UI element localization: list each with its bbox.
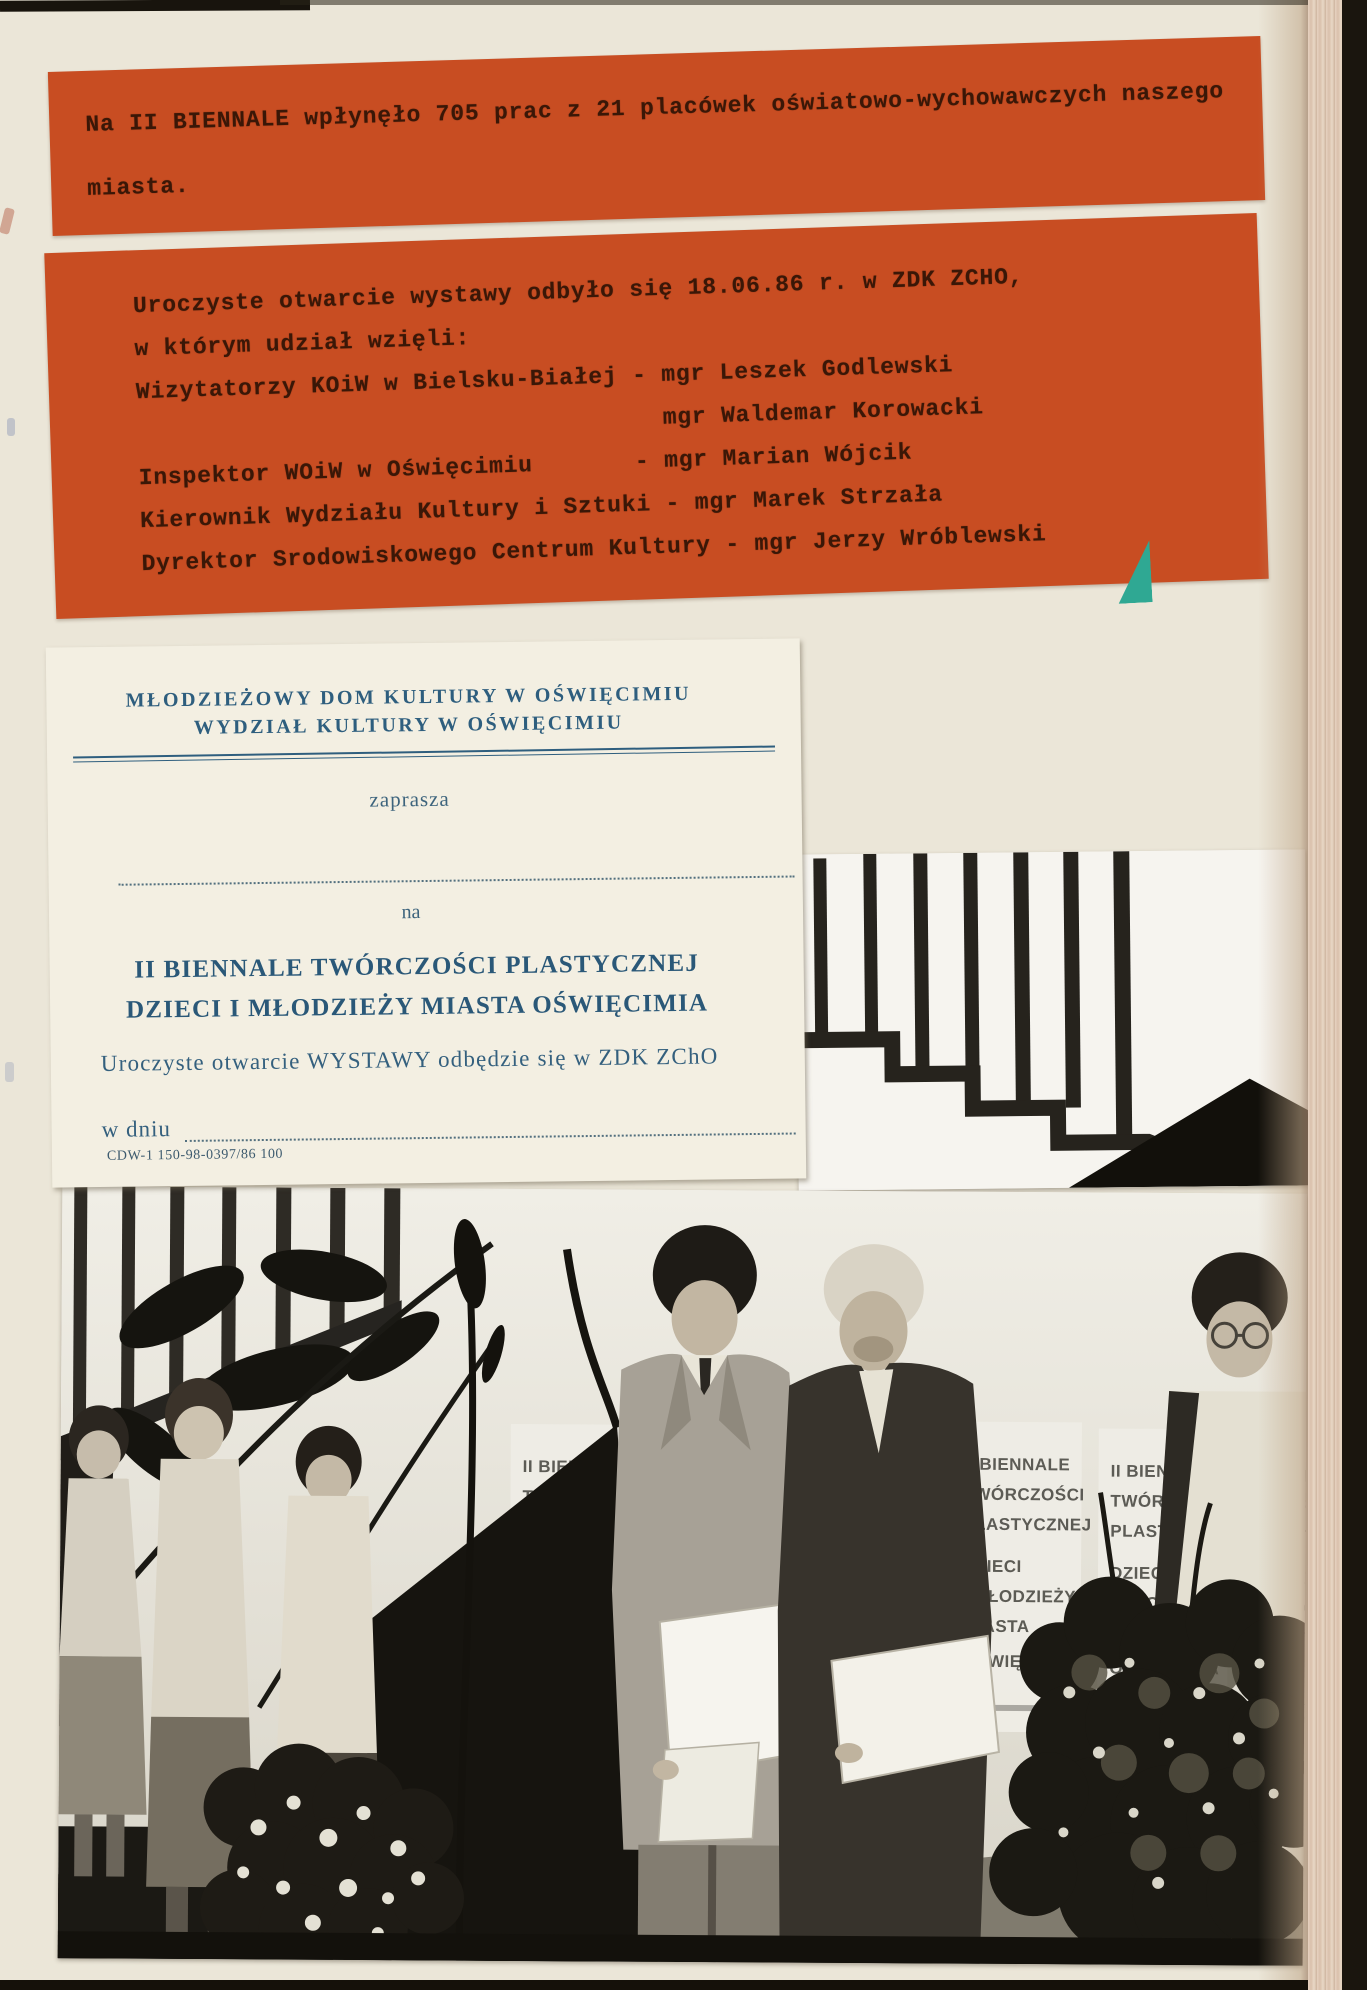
card-invites-text: zaprasza (369, 786, 450, 812)
ceremony-illustration (58, 1186, 1308, 1966)
page-edge-top-thin (280, 0, 1367, 5)
book-cover-edge (1342, 0, 1367, 1990)
page-edge-bottom (0, 1980, 1367, 1990)
card-dotted-separator (119, 874, 795, 885)
card-organizer-line2: WYDZIAŁ KULTURY W OŚWIĘCIMIU (193, 711, 624, 739)
card-event-title-line2: DZIECI I MŁODZIEŻY MIASTA OŚWIĘCIMIA (125, 989, 709, 1024)
typed-line: Wizytatorzy KOiW w Bielsku-Białej - mgr Leszek Godlewski (135, 352, 954, 406)
book-page-stack-edge (1308, 0, 1342, 1990)
card-double-rule (73, 745, 775, 762)
typed-line: Uroczyste otwarcie wystawy odbyło się 18.06.86 r. w ZDK ZCHO, (132, 263, 1024, 320)
card-organizer-line1: MŁODZIEŻOWY DOM KULTURY W OŚWIĘCIMIU (125, 682, 692, 712)
margin-ink-mark (0, 207, 15, 235)
card-event-title (69, 943, 764, 1031)
typed-line: Dyrektor Srodowiskowego Centrum Kultury - mgr Jerzy Wróblewski (141, 521, 1047, 578)
photo-staircase (795, 849, 1308, 1190)
card-print-code: CDW-1 150-98-0397/86 100 (106, 1146, 284, 1164)
typed-line: Inspektor WOiW w Oświęcimiu - mgr Marian Wójcik (138, 439, 913, 492)
typed-line: w którym udział wzięli: (134, 325, 471, 363)
typed-note-entries (48, 36, 1265, 236)
margin-ink-mark (7, 418, 15, 436)
card-date-dotted-line (185, 1115, 796, 1142)
photo-opening-ceremony (58, 1186, 1308, 1966)
typed-line: miasta. (86, 172, 190, 202)
margin-ink-mark (5, 1062, 14, 1082)
page-edge-top (0, 0, 310, 12)
page-edge-right-shade (1258, 0, 1308, 1990)
card-date-row (101, 1109, 795, 1143)
card-date-label: w dniu (101, 1116, 172, 1142)
invitation-card (46, 638, 807, 1187)
typed-line: Kierownik Wydziału Kultury i Sztuki - mgr Marek Strzała (139, 481, 944, 535)
card-opening-line: Uroczyste otwarcie WYSTAWY odbędzie się w ZDK ZChO (100, 1043, 719, 1076)
typed-line: mgr Waldemar Korowacki (136, 394, 985, 449)
typed-note-opening-guests (44, 213, 1268, 619)
card-na-text: na (401, 901, 421, 924)
typed-line: Na II BIENNALE wpłynęło 705 prac z 21 placówek oświatowo-wychowawczych naszego (85, 78, 1225, 138)
card-organizer (76, 679, 741, 743)
staircase-illustration (795, 849, 1308, 1190)
card-event-title-line1: II BIENNALE TWÓRCZOŚCI PLASTYCZNEJ (134, 949, 700, 984)
